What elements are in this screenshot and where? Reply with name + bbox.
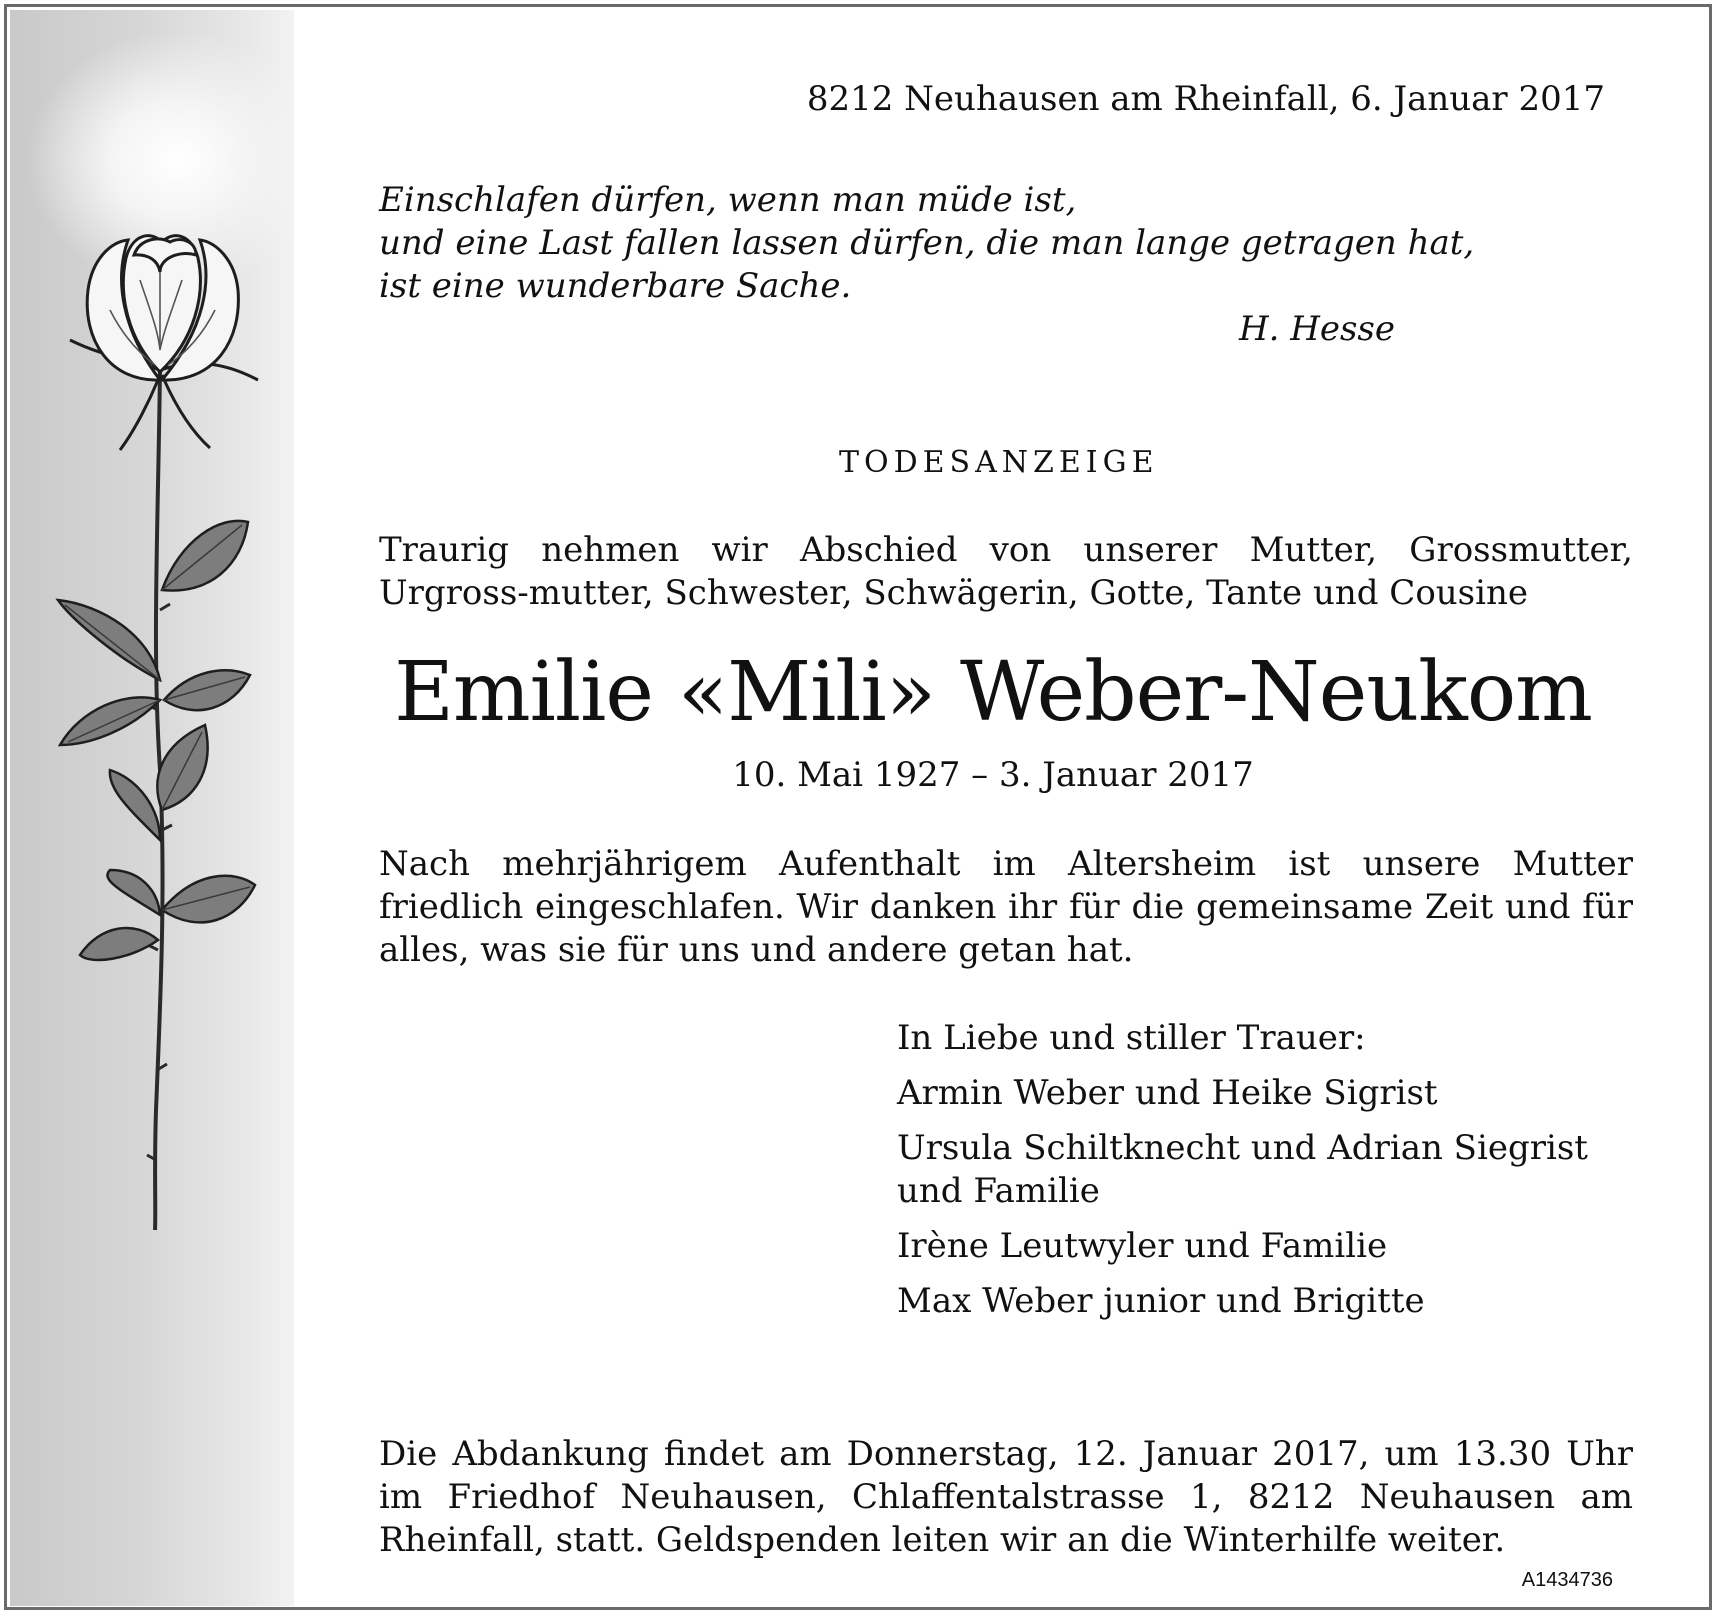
list-item: Ursula Schiltknecht und Adrian Siegrist xyxy=(897,1128,1588,1168)
quote-line: und eine Last fallen lassen dürfen, die man lange getragen hat, xyxy=(379,223,1475,263)
notice-heading: TODESANZEIGE xyxy=(839,445,1159,480)
body-paragraph: Nach mehrjährigem Aufenthalt im Altersheim ist unsere Mutter friedlich eingeschlafen. Wir danken ihr für die gemeinsame Zeit und für alles, was sie für uns und andere getan hat. xyxy=(379,844,1633,970)
life-dates: 10. Mai 1927 – 3. Januar 2017 xyxy=(732,755,1254,795)
list-item: Max Weber junior und Brigitte xyxy=(897,1281,1425,1321)
obituary-notice xyxy=(4,4,1712,1610)
rose-illustration-panel xyxy=(10,10,294,1606)
service-paragraph: Die Abdankung findet am Donnerstag, 12. Januar 2017, um 13.30 Uhr im Friedhof Neuhausen, Chlaffentalstrasse 1, 8212 Neuhausen am Rheinfall, statt. Geldspenden leiten wir an die Winterhilfe weiter. xyxy=(379,1434,1633,1560)
place-date: 8212 Neuhausen am Rheinfall, 6. Januar 2017 xyxy=(806,79,1605,119)
rose-icon xyxy=(10,10,294,1606)
quote-line: ist eine wunderbare Sache. xyxy=(379,266,852,306)
list-item: Irène Leutwyler und Familie xyxy=(897,1226,1388,1266)
quote-author: H. Hesse xyxy=(1238,309,1395,349)
ad-code: A1434736 xyxy=(1521,1569,1613,1591)
intro-paragraph: Traurig nehmen wir Abschied von unserer Mutter, Grossmutter, Urgross-mutter, Schwester, Schwägerin, Gotte, Tante und Cousine xyxy=(379,530,1633,613)
mourners-heading: In Liebe und stiller Trauer: xyxy=(897,1018,1366,1058)
deceased-name: Emilie «Mili» Weber-Neukom xyxy=(394,645,1592,740)
quote-block xyxy=(379,179,1474,308)
mourners-list xyxy=(897,1017,1588,1335)
list-item: Armin Weber und Heike Sigrist xyxy=(897,1073,1438,1113)
quote-line: Einschlafen dürfen, wenn man müde ist, xyxy=(379,180,1077,220)
list-item: und Familie xyxy=(897,1171,1100,1211)
